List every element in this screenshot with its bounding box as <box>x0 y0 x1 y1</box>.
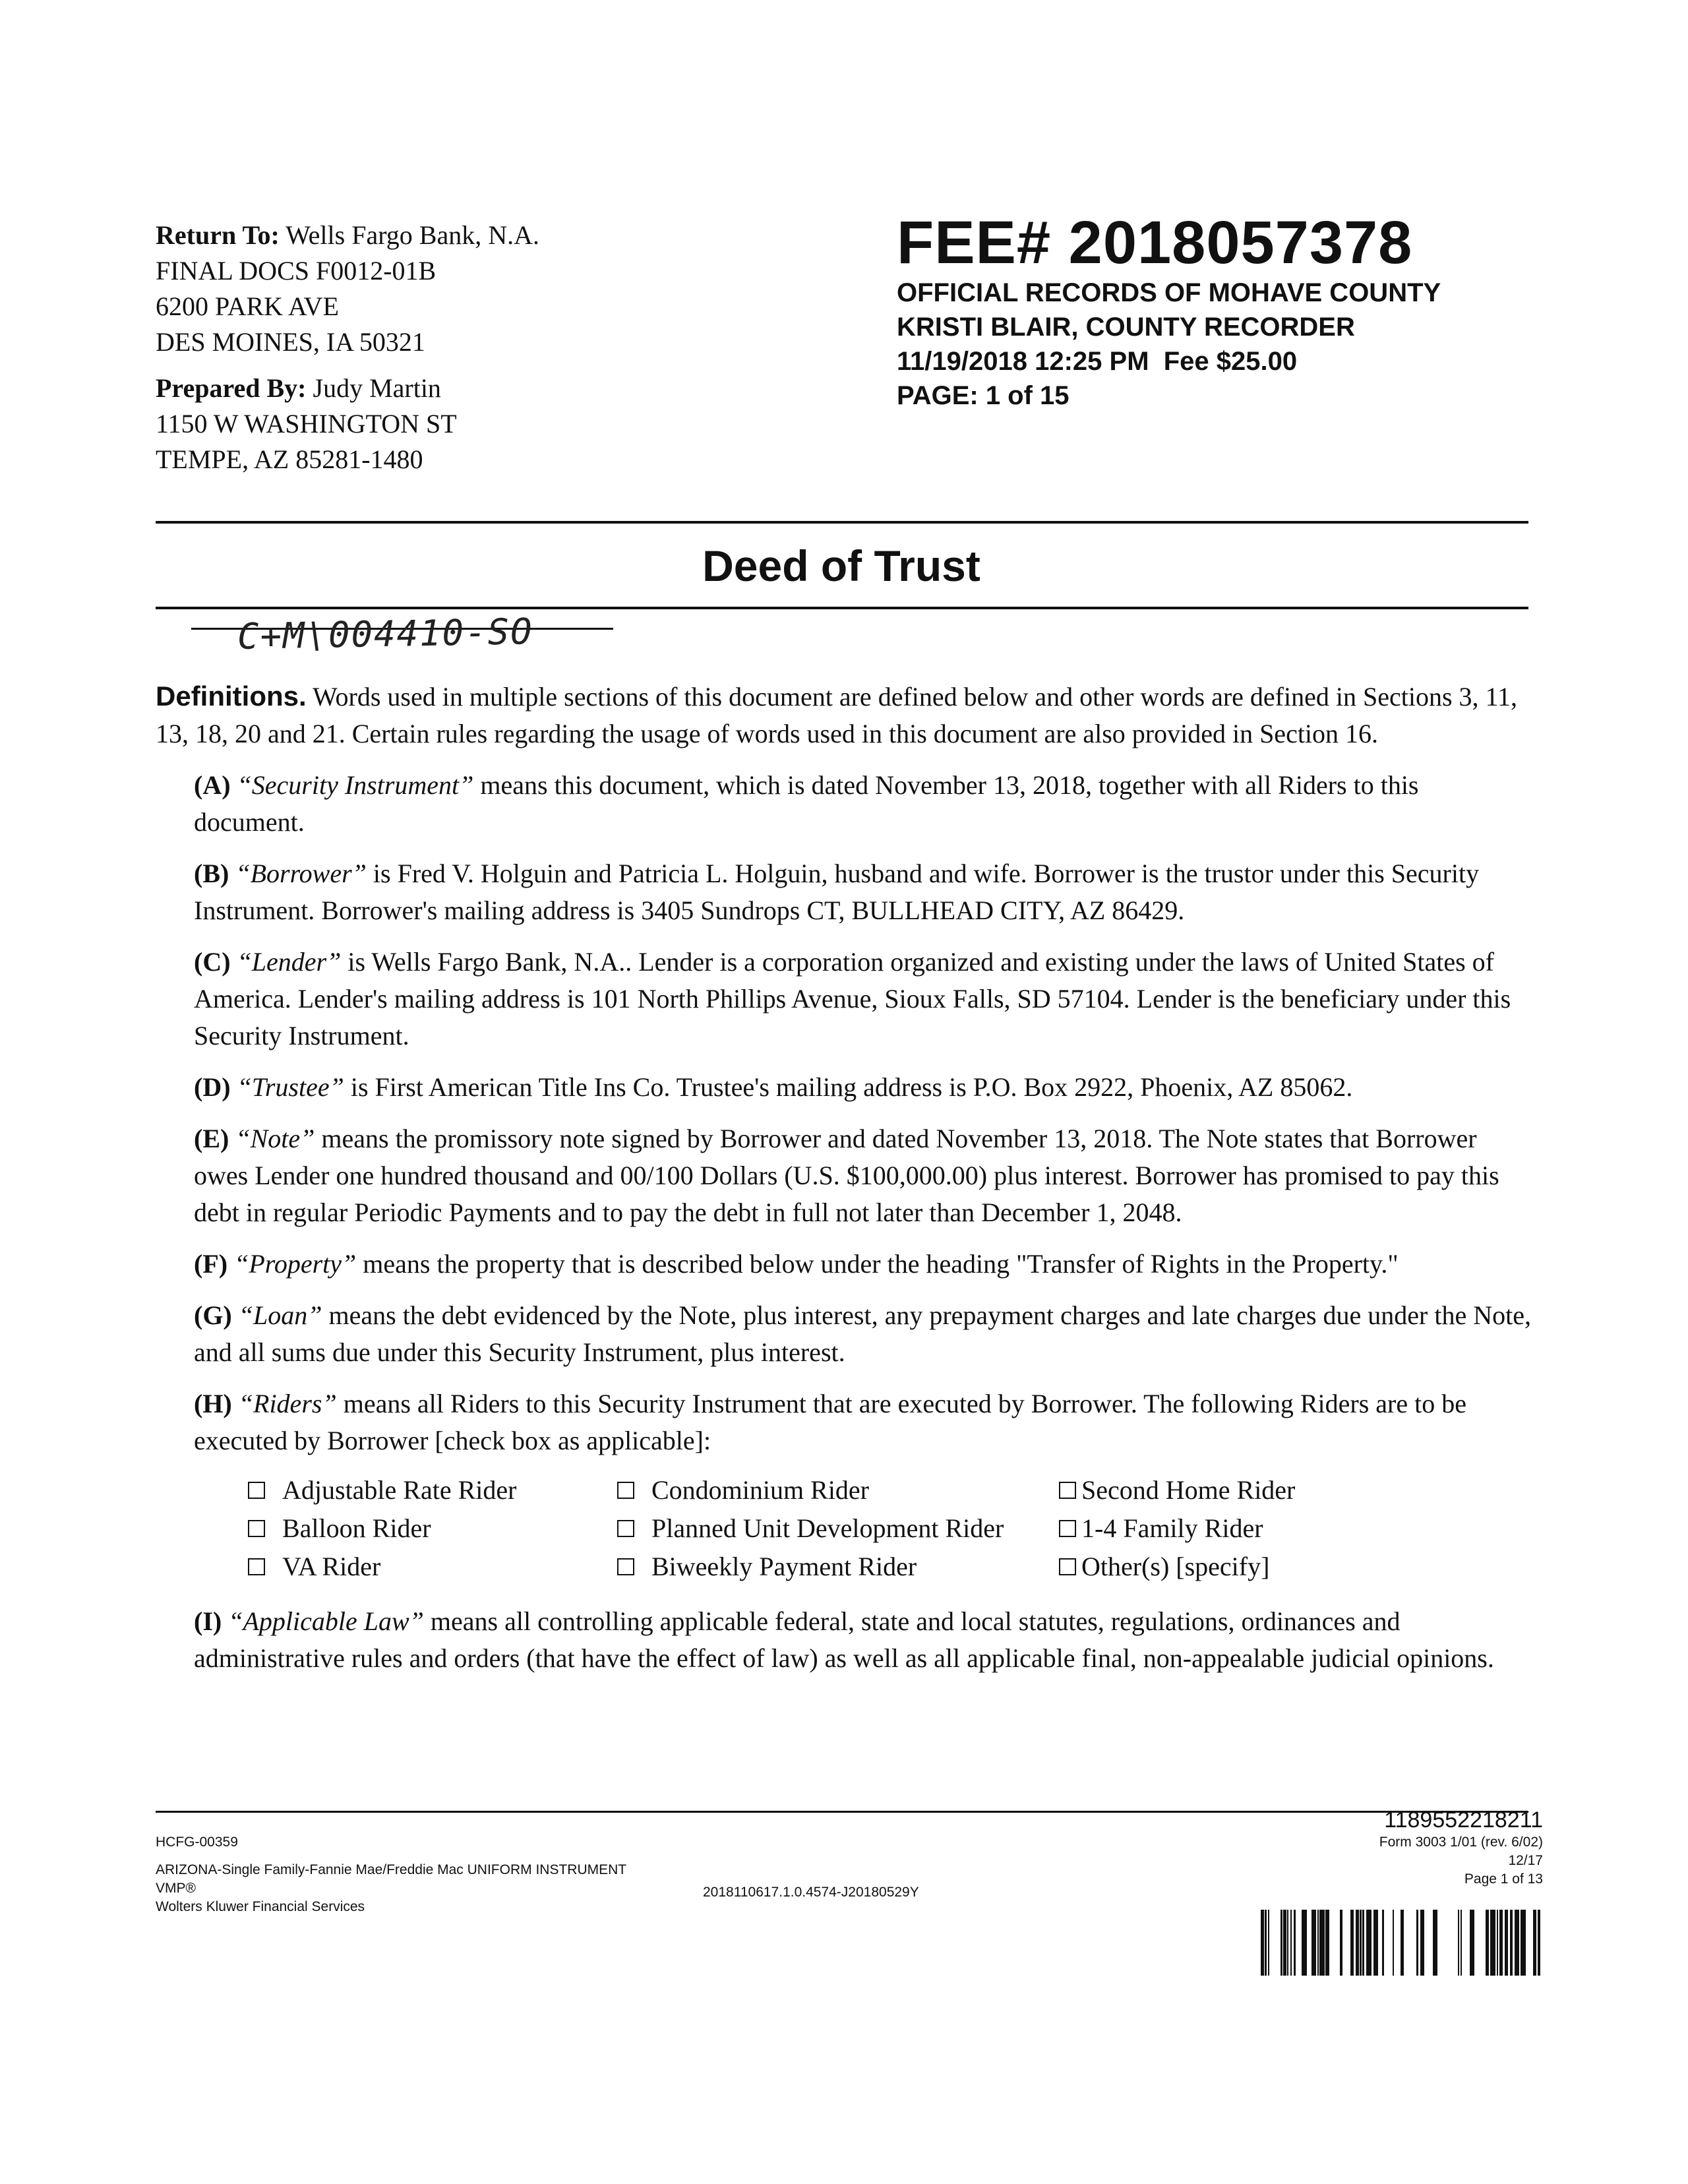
rider-biweekly-payment[interactable] <box>617 1548 1059 1586</box>
definition-letter: (A) <box>194 770 231 800</box>
definition-letter: (G) <box>194 1300 232 1330</box>
definition-g <box>156 1297 1534 1371</box>
definition-term: “Loan” <box>238 1300 322 1330</box>
definition-letter: (I) <box>194 1606 222 1636</box>
return-to-line2: FINAL DOCS F0012-01B <box>156 256 437 286</box>
rider-label: VA Rider <box>282 1552 381 1581</box>
publisher: Wolters Kluwer Financial Services <box>156 1899 365 1914</box>
title-rule-bottom <box>156 607 1528 609</box>
definition-letter: (E) <box>194 1124 229 1153</box>
prepared-by-name: Judy Martin <box>313 373 441 403</box>
form-date: 12/17 <box>1508 1853 1543 1868</box>
checkbox-unchecked-icon[interactable] <box>248 1482 265 1499</box>
definition-f <box>156 1246 1534 1283</box>
definition-term: “Borrower” <box>235 859 367 888</box>
definition-d <box>156 1069 1534 1106</box>
barcode-icon <box>1261 1910 1540 1976</box>
definition-c <box>156 944 1534 1054</box>
definition-term: “Security Instrument” <box>237 770 474 800</box>
fee-number: FEE# 2018057378 <box>897 209 1413 276</box>
form-description: ARIZONA-Single Family-Fannie Mae/Freddie Mac UNIFORM INSTRUMENT <box>156 1862 627 1877</box>
return-to-line <box>156 218 657 253</box>
definition-text: means all controlling applicable federal, state and local statutes, regulations, ordinances and administrative rules and orders (that have the effect of law) as well as all applicable final, non-appealable judicial opinions. <box>194 1606 1494 1673</box>
form-number: Form 3003 1/01 (rev. 6/02) <box>1379 1835 1543 1850</box>
rider-label: Planned Unit Development Rider <box>651 1513 1004 1543</box>
rider-label: Adjustable Rate Rider <box>282 1475 517 1505</box>
vmp-mark: VMP® <box>156 1881 196 1896</box>
rider-va[interactable] <box>248 1548 617 1586</box>
definition-text: means this document, which is dated November 13, 2018, together with all Riders to this document. <box>194 770 1419 837</box>
definition-text: means all Riders to this Security Instrument that are executed by Borrower. The following Riders are to be executed by Borrower [check box as applicable]: <box>194 1389 1466 1455</box>
prepared-by-label: Prepared By: <box>156 373 307 403</box>
document-title: Deed of Trust <box>702 541 980 590</box>
definition-text: is Wells Fargo Bank, N.A.. Lender is a corporation organized and existing under the laws of United States of America. Lender's mailing address is 101 North Phillips Avenue, Sioux Falls, SD 57104. Lender is the beneficiary under this Security Instrument. <box>194 947 1511 1050</box>
rider-label: Balloon Rider <box>282 1513 431 1543</box>
definition-text: means the property that is described below under the heading "Transfer of Rights in the Property." <box>363 1249 1399 1279</box>
page-number: Page 1 of 13 <box>1464 1871 1543 1887</box>
definition-i <box>156 1603 1534 1677</box>
definition-letter: (C) <box>194 947 231 977</box>
recorder-line2: KRISTI BLAIR, COUNTY RECORDER <box>897 313 1355 342</box>
definition-term: “Lender” <box>237 947 342 977</box>
return-to-line4: DES MOINES, IA 50321 <box>156 327 425 357</box>
rider-planned-unit-development[interactable] <box>617 1509 1059 1548</box>
prepared-by-line <box>156 371 657 406</box>
footer-right <box>1253 1807 1543 1889</box>
definitions-intro-text: Words used in multiple sections of this document are defined below and other words are defined in Sections 3, 11, 13, 18, 20 and 21. Certain rules regarding the usage of words used in this document are also provided in Section 16. <box>156 682 1518 748</box>
footer-left <box>156 1833 626 1916</box>
prepared-by-line3: TEMPE, AZ 85281-1480 <box>156 444 423 474</box>
checkbox-unchecked-icon[interactable] <box>248 1520 265 1537</box>
loan-number: 1189552218211 <box>1384 1807 1543 1833</box>
definition-letter: (H) <box>194 1389 232 1418</box>
checkbox-unchecked-icon[interactable] <box>1059 1482 1076 1499</box>
rider-condominium[interactable] <box>617 1471 1059 1509</box>
riders-checklist <box>248 1471 1534 1586</box>
definition-a <box>156 767 1534 841</box>
prepared-by-line2: 1150 W WASHINGTON ST <box>156 409 457 439</box>
document-body <box>156 678 1534 1677</box>
definition-term: “Applicable Law” <box>228 1606 424 1636</box>
definition-term: “Property” <box>234 1249 357 1279</box>
rider-others[interactable] <box>1059 1548 1455 1586</box>
rider-adjustable-rate[interactable] <box>248 1471 617 1509</box>
return-to-block <box>156 218 657 477</box>
return-to-label: Return To: <box>156 220 280 250</box>
document-id: 2018110617.1.0.4574-J20180529Y <box>703 1885 919 1900</box>
rider-1-4-family[interactable] <box>1059 1509 1455 1548</box>
definition-e <box>156 1120 1534 1231</box>
form-code: HCFG-00359 <box>156 1835 238 1850</box>
definition-h <box>156 1385 1534 1459</box>
return-to-name: Wells Fargo Bank, N.A. <box>286 220 539 250</box>
definition-b <box>156 855 1534 929</box>
rider-label: 1-4 Family Rider <box>1081 1513 1263 1543</box>
checkbox-unchecked-icon[interactable] <box>617 1520 634 1537</box>
recorder-line3: 11/19/2018 12:25 PM Fee $25.00 <box>897 347 1298 376</box>
checkbox-unchecked-icon[interactable] <box>617 1482 634 1499</box>
checkbox-unchecked-icon[interactable] <box>617 1558 634 1575</box>
definition-term: “Note” <box>235 1124 315 1153</box>
recorder-stamp <box>897 210 1556 413</box>
title-rule-top <box>156 521 1528 524</box>
handwritten-annotation: C+M\004410-SO <box>237 611 534 657</box>
checkbox-unchecked-icon[interactable] <box>248 1558 265 1575</box>
definition-letter: (B) <box>194 859 229 888</box>
definition-term: “Riders” <box>238 1389 337 1418</box>
rider-label: Biweekly Payment Rider <box>651 1552 917 1581</box>
rider-label: Condominium Rider <box>651 1475 869 1505</box>
definition-text: is Fred V. Holguin and Patricia L. Holguin, husband and wife. Borrower is the trustor under this Security Instrument. Borrower's mailing address is 3405 Sundrops CT, BULLHEAD CITY, AZ 86429. <box>194 859 1480 925</box>
definition-text: is First American Title Ins Co. Trustee's mailing address is P.O. Box 2922, Phoenix, AZ 85062. <box>350 1072 1353 1102</box>
definition-text: means the debt evidenced by the Note, plus interest, any prepayment charges and late charges due under the Note, and all sums due under this Security Instrument, plus interest. <box>194 1300 1531 1367</box>
rider-label: Other(s) [specify] <box>1081 1552 1270 1581</box>
checkbox-unchecked-icon[interactable] <box>1059 1520 1076 1537</box>
rider-second-home[interactable] <box>1059 1471 1455 1509</box>
return-to-line3: 6200 PARK AVE <box>156 291 339 321</box>
recorder-line1: OFFICIAL RECORDS OF MOHAVE COUNTY <box>897 278 1441 307</box>
definitions-intro <box>156 678 1534 752</box>
definitions-heading: Definitions. <box>156 681 307 712</box>
definition-text: means the promissory note signed by Borrower and dated November 13, 2018. The Note states that Borrower owes Lender one hundred thousand and 00/100 Dollars (U.S. $100,000.00) plus interest. Borrower has promised to pay this debt in regular Periodic Payments and to pay the debt in full not later than December 1, 2048. <box>194 1124 1499 1227</box>
rider-balloon[interactable] <box>248 1509 617 1548</box>
definition-term: “Trustee” <box>237 1072 344 1102</box>
recorder-line4: PAGE: 1 of 15 <box>897 381 1070 410</box>
definition-letter: (F) <box>194 1249 228 1279</box>
rider-label: Second Home Rider <box>1081 1475 1296 1505</box>
definition-letter: (D) <box>194 1072 231 1102</box>
checkbox-unchecked-icon[interactable] <box>1059 1558 1076 1575</box>
